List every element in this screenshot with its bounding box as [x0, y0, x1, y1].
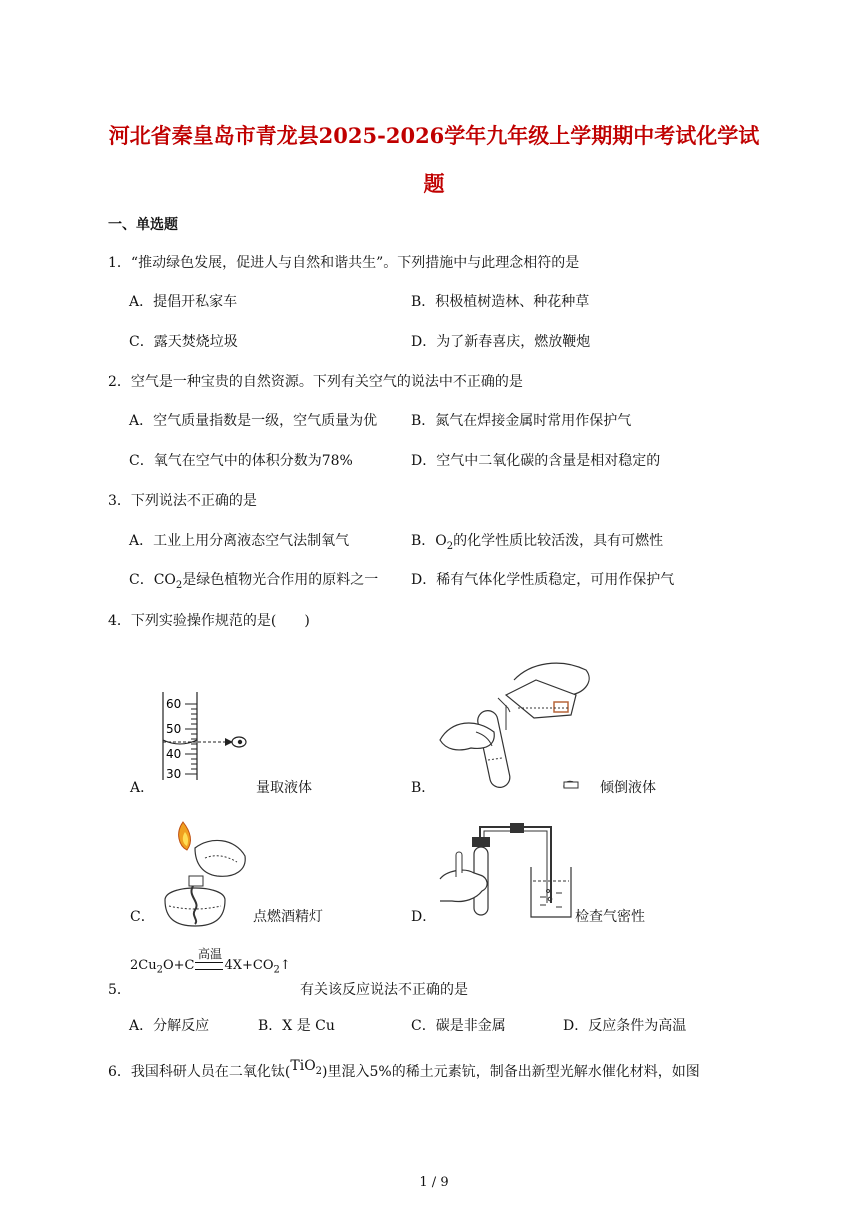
- reaction-condition: 高温: [198, 947, 223, 961]
- q5-option-b: B．X 是 Cu: [258, 1018, 335, 1034]
- q4-option-d-letter: D．: [411, 909, 437, 925]
- q3-option-a: A．工业上用分离液态空气法制氧气: [129, 533, 350, 549]
- q4-option-b-label: 倾倒液体: [600, 780, 656, 796]
- q1-option-d: D．为了新春喜庆，燃放鞭炮: [411, 334, 591, 350]
- q3-option-b: B．$O_2$的化学性质比较活泼，具有可燃性: [411, 533, 664, 552]
- alcohol-lamp-figure: [155, 818, 255, 930]
- q5-option-d: D．反应条件为高温: [563, 1018, 687, 1034]
- q5-option-a: A．分解反应: [129, 1018, 210, 1034]
- measuring-cylinder-figure: [155, 692, 255, 782]
- chemical-equation: $2Cu_2O+C$ $4X+CO_2↑$: [130, 958, 291, 976]
- q3-option-c: C．$CO_2$是绿色植物光合作用的原料之一: [129, 572, 379, 591]
- q4-option-a-letter: A．: [130, 780, 155, 796]
- q4-option-d-label: 检查气密性: [575, 909, 645, 925]
- question-3-stem: 3．下列说法不正确的是: [108, 493, 257, 509]
- doc-title-line2: 题: [423, 171, 445, 196]
- q1-option-b: B．积极植树造林、种花种草: [411, 294, 590, 310]
- tick-label: 40: [166, 747, 182, 761]
- page-number: 1 / 9: [419, 1175, 449, 1190]
- doc-title-line1: 河北省秦皇岛市青龙县2025-2026学年九年级上学期期中考试化学试: [108, 123, 760, 148]
- tick-label: 60: [166, 697, 182, 711]
- q1-option-a: A．提倡开私家车: [129, 294, 238, 310]
- question-2-stem: 2．空气是一种宝贵的自然资源。下列有关空气的说法中不正确的是: [108, 374, 523, 390]
- question-1-stem: 1．“推动绿色发展，促进人与自然和谐共生”。下列措施中与此理念相符的是: [108, 255, 580, 271]
- q5-option-c: C．碳是非金属: [411, 1018, 506, 1034]
- q2-option-a: A．空气质量指数是一级，空气质量为优: [129, 413, 378, 429]
- q2-option-b: B．氮气在焊接金属时常用作保护气: [411, 413, 632, 429]
- question-5-stem: 有关该反应说法不正确的是: [300, 982, 468, 998]
- q1-option-c: C．露天焚烧垃圾: [129, 334, 238, 350]
- pouring-liquid-figure: [436, 650, 596, 795]
- q2-option-d: D．空气中二氧化碳的含量是相对稳定的: [411, 453, 661, 469]
- q2-option-c: C．氧气在空气中的体积分数为78%: [129, 453, 353, 469]
- q3-option-d: D．稀有气体化学性质稳定，可用作保护气: [411, 572, 675, 588]
- question-4-stem: 4．下列实验操作规范的是( ): [108, 613, 310, 629]
- q4-option-b-letter: B．: [411, 780, 436, 796]
- airtightness-check-figure: [436, 815, 576, 925]
- tick-label: 50: [166, 722, 182, 736]
- question-5-number: 5．: [108, 982, 131, 998]
- q4-option-c-label: 点燃酒精灯: [253, 909, 323, 925]
- question-6-stem: 6．我国科研人员在二氧化钛(TiO$_2$)里混入5%的稀土元素钪，制备出新型光解水催化材料，如图: [108, 1058, 700, 1080]
- q4-option-c-letter: C．: [130, 909, 155, 925]
- section-heading: 一、单选题: [108, 217, 178, 233]
- q4-option-a-label: 量取液体: [256, 780, 312, 796]
- tick-label: 30: [166, 767, 182, 781]
